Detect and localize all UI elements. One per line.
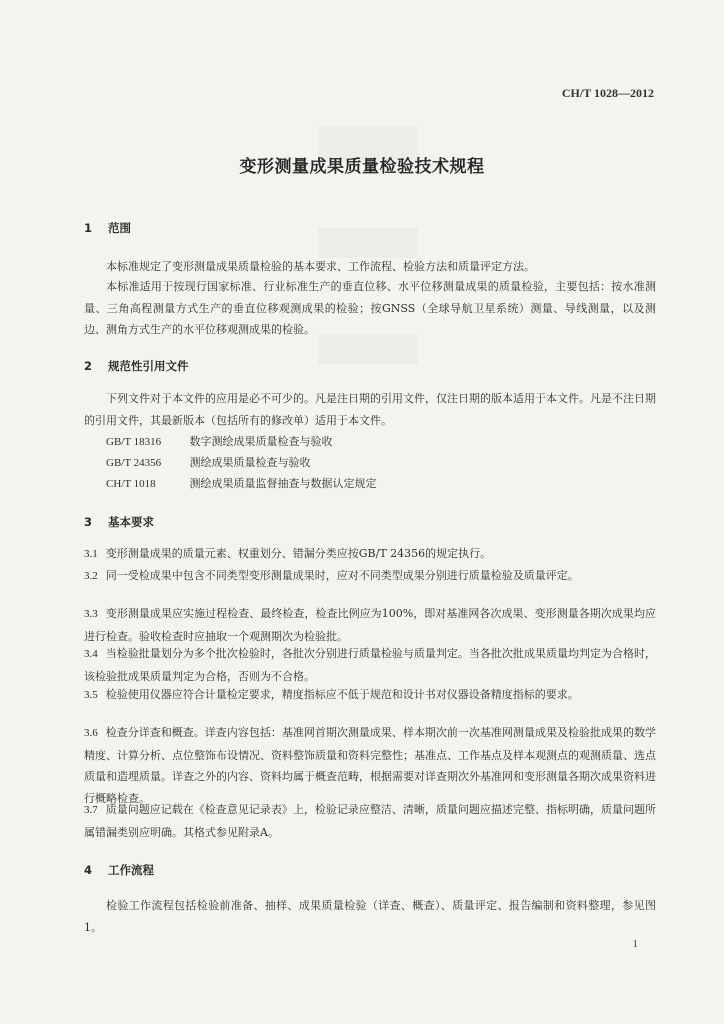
clause-text: 检查分详查和概查。详查内容包括：基准网首期次测量成果、样本期次前一次基准网测量成果及检验批成果的数学精度、计算分析、点位整饰布设情况、资料整饰质量和资料完整性；基准点、工作基点及样本观测点的观测质量、选点质量和造埋质量。详查之外的内容、资料均属于概查范畴，根据需要对详查期次外基准网和变形测量各期次成果资料进行概略检查。 — [84, 726, 656, 805]
clause-3-6 — [84, 722, 656, 809]
section-heading-basic-requirements — [84, 514, 154, 530]
reference-code: GB/T 24356 — [106, 457, 162, 469]
reference-item — [106, 475, 377, 491]
reference-name: 测绘成果质量监督抽查与数据认定规定 — [189, 477, 377, 490]
standard-code: CH/T 1028—2012 — [561, 86, 654, 100]
reference-item — [106, 454, 311, 470]
scope-paragraph-2: 本标准适用于按现行国家标准、行业标准生产的垂直位移、水平位移测量成果的质量检验，主要包括：按水准测量、三角高程测量方式生产的垂直位移观测成果的检验；按GNSS（全球导航卫星系统）测量、导线测量，以及测边、测角方式生产的水平位移观测成果的检验。 — [84, 280, 656, 336]
scope-paragraph-1: 本标准规定了变形测量成果质量检验的基本要求、工作流程、检验方法和质量评定方法。 — [106, 260, 535, 273]
section-heading-scope — [84, 220, 131, 236]
clause-3-2 — [84, 565, 656, 588]
section-number: 1 — [84, 221, 93, 235]
clause-text: 变形测量成果的质量元素、权重划分、错漏分类应按GB/T 24356的规定执行。 — [105, 547, 492, 560]
clause-number: 3.4 — [84, 648, 98, 660]
section-number: 4 — [84, 863, 93, 877]
document-title: 变形测量成果质量检验技术规程 — [239, 157, 485, 177]
workflow-paragraph: 检验工作流程包括检验前准备、抽样、成果质量检验（详查、概查）、质量评定、报告编制和资料整理，参见图1。 — [84, 899, 656, 934]
clause-number: 3.7 — [84, 804, 98, 816]
reference-item — [106, 433, 333, 449]
clause-3-1 — [84, 543, 656, 566]
clause-text: 变形测量成果应实施过程检查、最终检查，检查比例应为100%，即对基准网各次成果、变形测量各期次成果均应进行检查。验收检查时应抽取一个观测期次为检验批。 — [84, 607, 656, 643]
clause-3-7 — [84, 799, 656, 843]
section-title: 基本要求 — [108, 515, 155, 529]
reference-name: 数字测绘成果质量检查与验收 — [189, 435, 333, 448]
section-title: 工作流程 — [108, 863, 155, 877]
clause-3-3 — [84, 603, 656, 647]
page-number: 1 — [632, 938, 638, 950]
clause-text: 质量问题应记载在《检查意见记录表》上，检验记录应整洁、清晰，质量问题应描述完整、指标明确，质量问题所属错漏类别应明确。其格式参见附录A。 — [84, 803, 656, 839]
bleed-through-box — [318, 228, 418, 258]
clause-number: 3.5 — [84, 689, 98, 701]
clause-text: 同一受检成果中包含不同类型变形测量成果时，应对不同类型成果分别进行质量检验及质量评定。 — [105, 569, 579, 582]
reference-code: GB/T 18316 — [106, 436, 162, 448]
clause-number: 3.6 — [84, 727, 98, 739]
section-number: 2 — [84, 359, 93, 373]
section-title: 范围 — [108, 221, 132, 235]
clause-text: 当检验批量划分为多个批次检验时，各批次分别进行质量检验与质量判定。当各批次批成果质量均判定为合格时，该检验批成果质量判定为合格，否则为不合格。 — [84, 647, 656, 683]
clause-3-5 — [84, 684, 656, 707]
clause-number: 3.3 — [84, 608, 98, 620]
section-number: 3 — [84, 515, 93, 529]
references-intro: 下列文件对于本文件的应用是必不可少的。凡是注日期的引用文件，仅注日期的版本适用于本文件。凡是不注日期的引用文件，其最新版本（包括所有的修改单）适用于本文件。 — [84, 392, 656, 427]
section-heading-workflow — [84, 862, 154, 878]
clause-number: 3.1 — [84, 548, 98, 560]
clause-text: 检验使用仪器应符合计量检定要求，精度指标应不低于规范和设计书对仪器设备精度指标的要求。 — [105, 688, 579, 701]
reference-code: CH/T 1018 — [106, 478, 156, 490]
section-heading-normative-references — [84, 358, 189, 374]
section-title: 规范性引用文件 — [108, 359, 189, 373]
clause-3-4 — [84, 643, 656, 687]
clause-number: 3.2 — [84, 570, 98, 582]
reference-name: 测绘成果质量检查与验收 — [189, 456, 311, 469]
